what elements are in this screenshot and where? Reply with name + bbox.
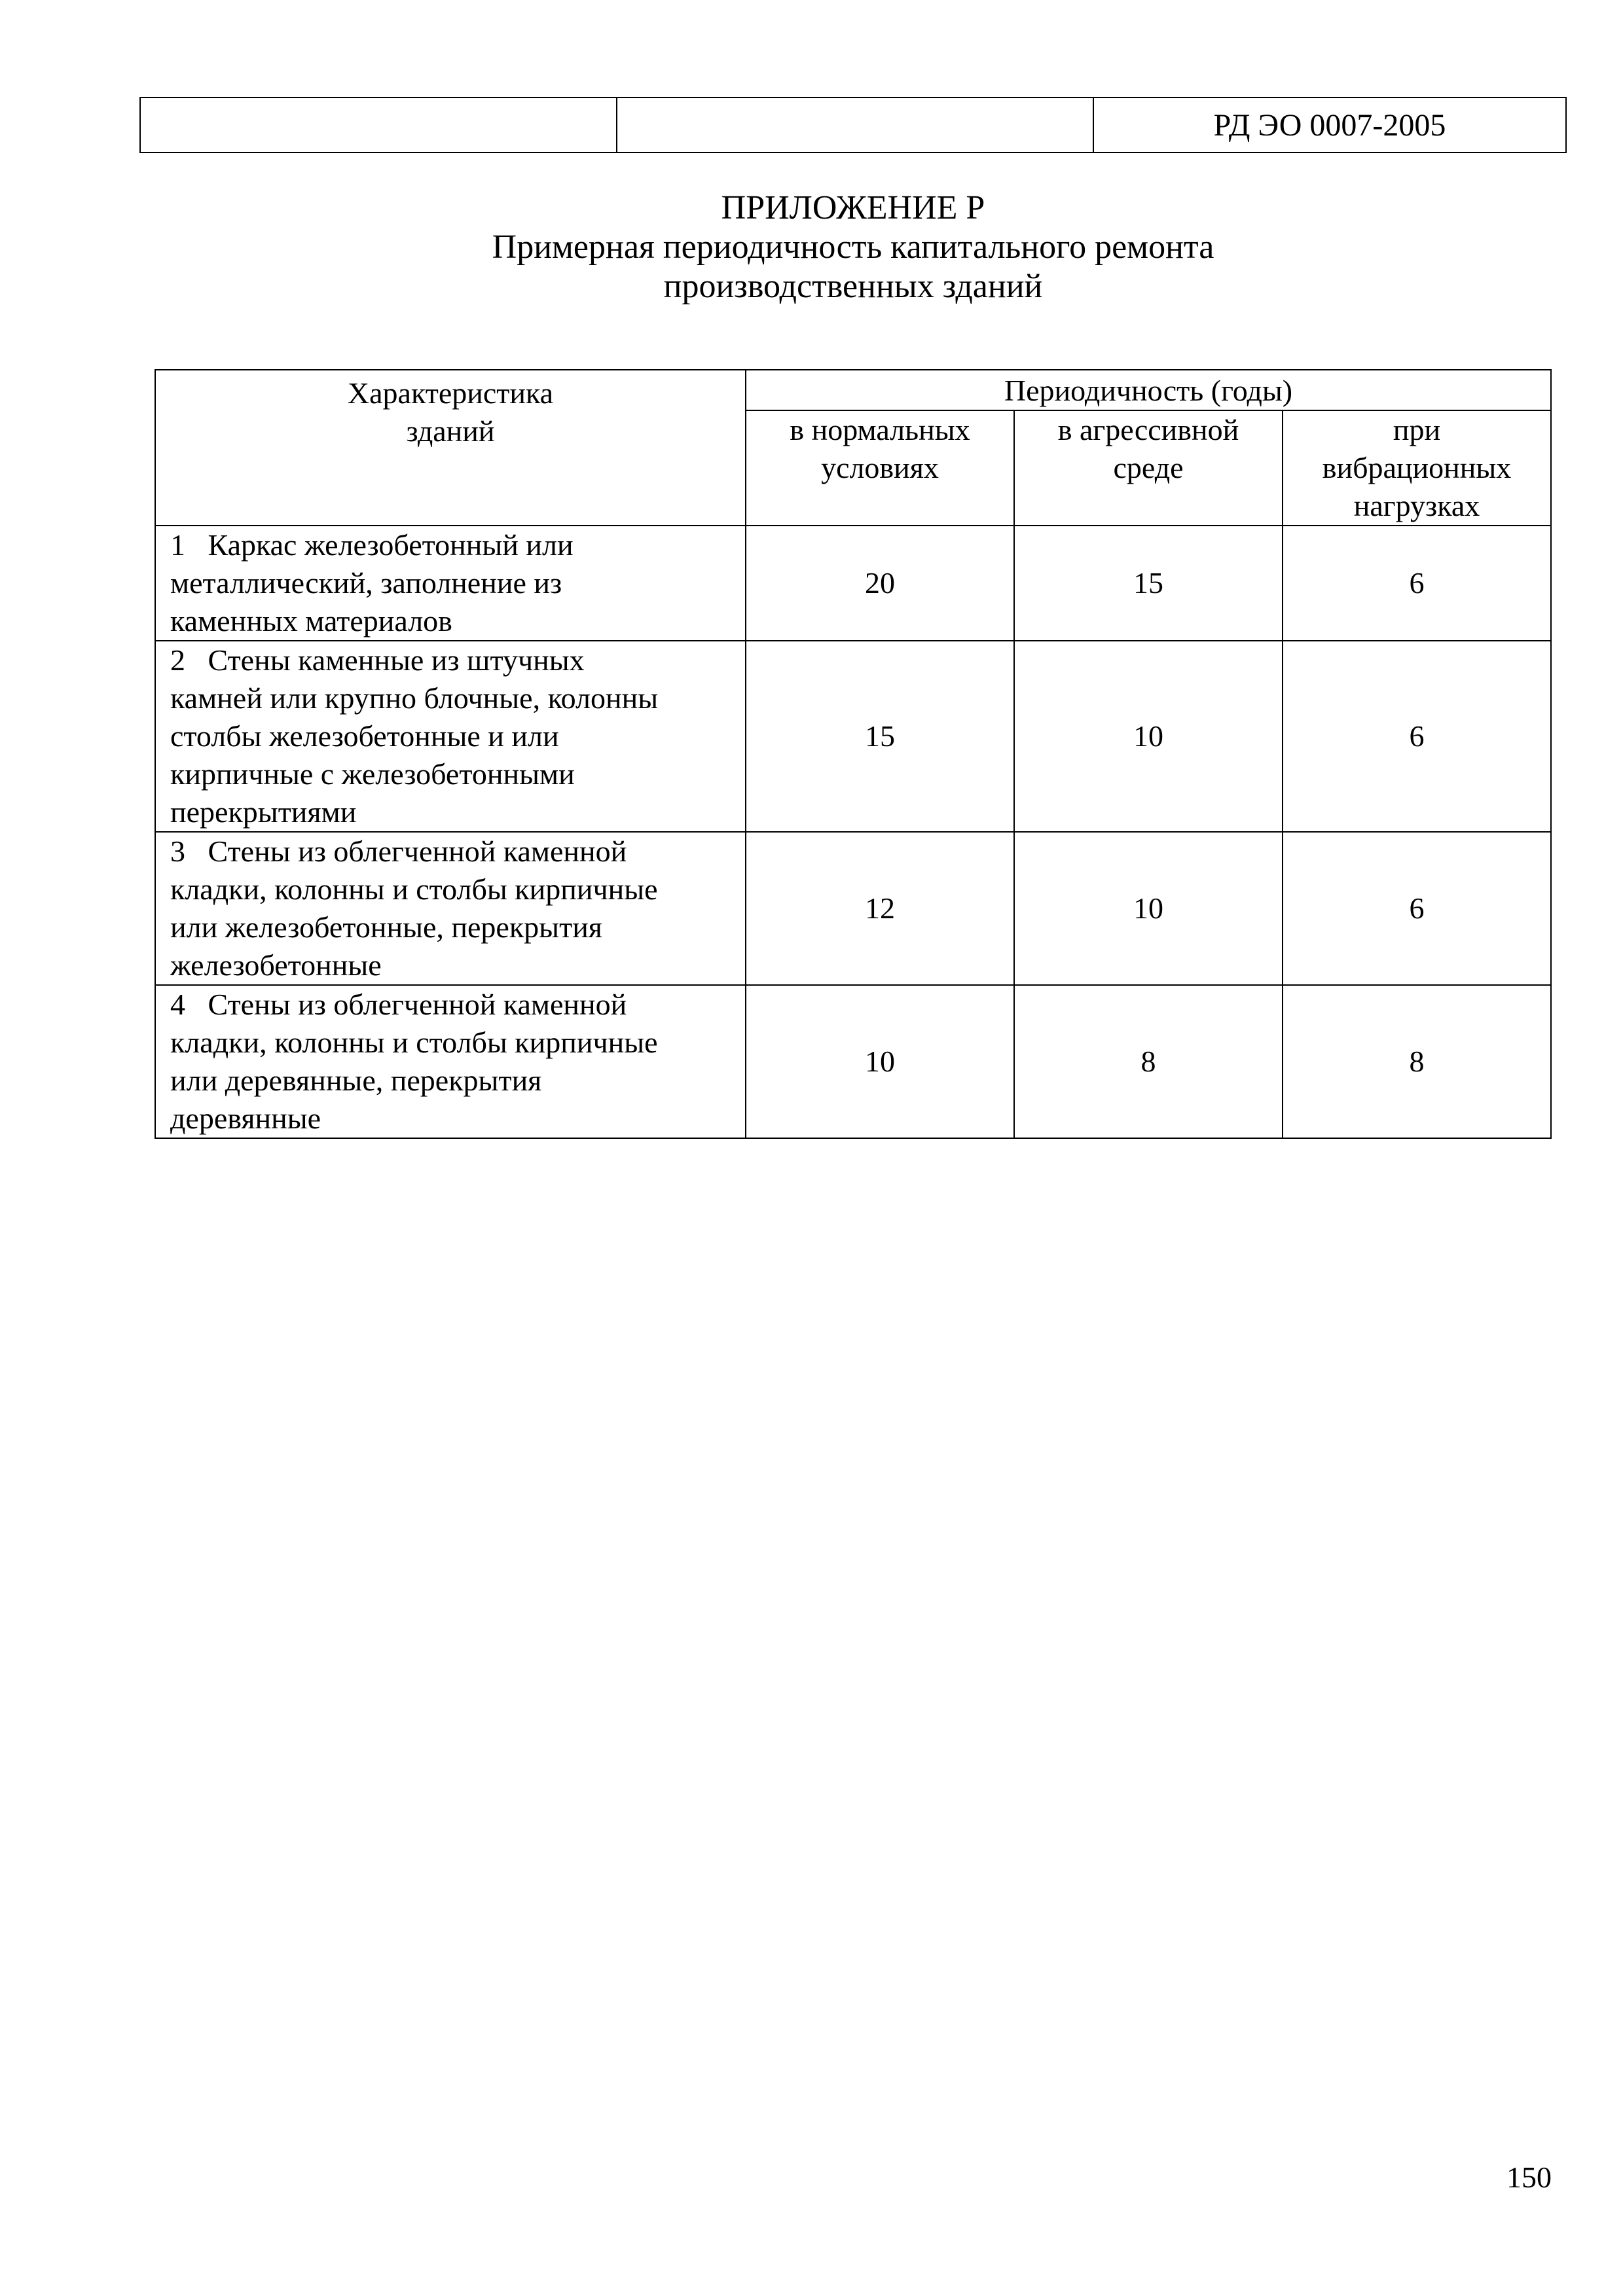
row-number: 3 <box>170 834 185 868</box>
page-number: 150 <box>1506 2161 1552 2194</box>
row-characteristic <box>155 526 746 641</box>
row-characteristic <box>155 832 746 985</box>
row-characteristic <box>155 985 746 1138</box>
row-text: Каркас железобетонный или <box>208 528 574 562</box>
table-row <box>155 641 1551 832</box>
row-line: кладки, колонны и столбы кирпичные <box>170 872 658 906</box>
row-line: кирпичные с железобетонными <box>170 757 575 791</box>
value-normal: 12 <box>746 832 1014 985</box>
row-text: Стены каменные из штучных <box>208 643 585 677</box>
table-row <box>155 832 1551 985</box>
header-vibration <box>1283 410 1551 526</box>
row-line <box>170 526 739 564</box>
table-row <box>155 526 1551 641</box>
header-aggressive-line: среде <box>1113 451 1184 484</box>
periodicity-table <box>155 369 1552 1139</box>
row-number: 4 <box>170 988 185 1021</box>
value-aggressive: 8 <box>1014 985 1283 1138</box>
title-block <box>139 188 1567 306</box>
subtitle-line-1: Примерная периодичность капитального ремонта <box>492 228 1214 266</box>
row-line: металлический, заполнение из <box>170 566 562 600</box>
header-periodicity: Периодичность (годы) <box>746 370 1551 410</box>
row-line: кладки, колонны и столбы кирпичные <box>170 1026 658 1059</box>
row-number: 1 <box>170 528 185 562</box>
header-characteristic-line: Характеристика <box>347 376 554 410</box>
header-cell-2 <box>617 98 1093 152</box>
header-vibration-line: при <box>1393 413 1441 446</box>
value-vibration: 6 <box>1283 832 1551 985</box>
subtitle-line-2: производственных зданий <box>663 268 1043 305</box>
row-line <box>170 833 739 870</box>
row-line: или деревянные, перекрытия <box>170 1064 542 1097</box>
table-row <box>155 985 1551 1138</box>
row-line: железобетонные <box>170 948 382 982</box>
value-normal: 15 <box>746 641 1014 832</box>
row-text: Стены из облегченной каменной <box>208 834 627 868</box>
header-cell-1 <box>140 98 617 152</box>
value-vibration: 6 <box>1283 641 1551 832</box>
value-aggressive: 10 <box>1014 641 1283 832</box>
value-normal: 20 <box>746 526 1014 641</box>
row-line: каменных материалов <box>170 604 452 637</box>
row-characteristic <box>155 641 746 832</box>
row-line: деревянные <box>170 1102 321 1135</box>
header-aggressive <box>1014 410 1283 526</box>
appendix-title: ПРИЛОЖЕНИЕ Р <box>721 189 985 226</box>
header-characteristic-line: зданий <box>406 414 495 448</box>
header-characteristic <box>155 370 746 526</box>
header-vibration-line: вибрационных <box>1322 451 1512 484</box>
value-aggressive: 15 <box>1014 526 1283 641</box>
row-line <box>170 641 739 679</box>
header-normal-line: условиях <box>821 451 939 484</box>
row-number: 2 <box>170 643 185 677</box>
value-aggressive: 10 <box>1014 832 1283 985</box>
header-normal-line: в нормальных <box>790 413 970 446</box>
header-normal <box>746 410 1014 526</box>
header-aggressive-line: в агрессивной <box>1057 413 1239 446</box>
row-line: перекрытиями <box>170 795 357 829</box>
header-vibration-line: нагрузках <box>1353 489 1480 522</box>
row-line: камней или крупно блочные, колонны <box>170 681 659 715</box>
row-text: Стены из облегченной каменной <box>208 988 627 1021</box>
header-stamp <box>139 97 1567 153</box>
value-vibration: 8 <box>1283 985 1551 1138</box>
value-vibration: 6 <box>1283 526 1551 641</box>
document-code: РД ЭО 0007-2005 <box>1093 98 1566 152</box>
row-line: столбы железобетонные и или <box>170 719 559 753</box>
row-line <box>170 986 739 1024</box>
value-normal: 10 <box>746 985 1014 1138</box>
row-line: или железобетонные, перекрытия <box>170 910 602 944</box>
